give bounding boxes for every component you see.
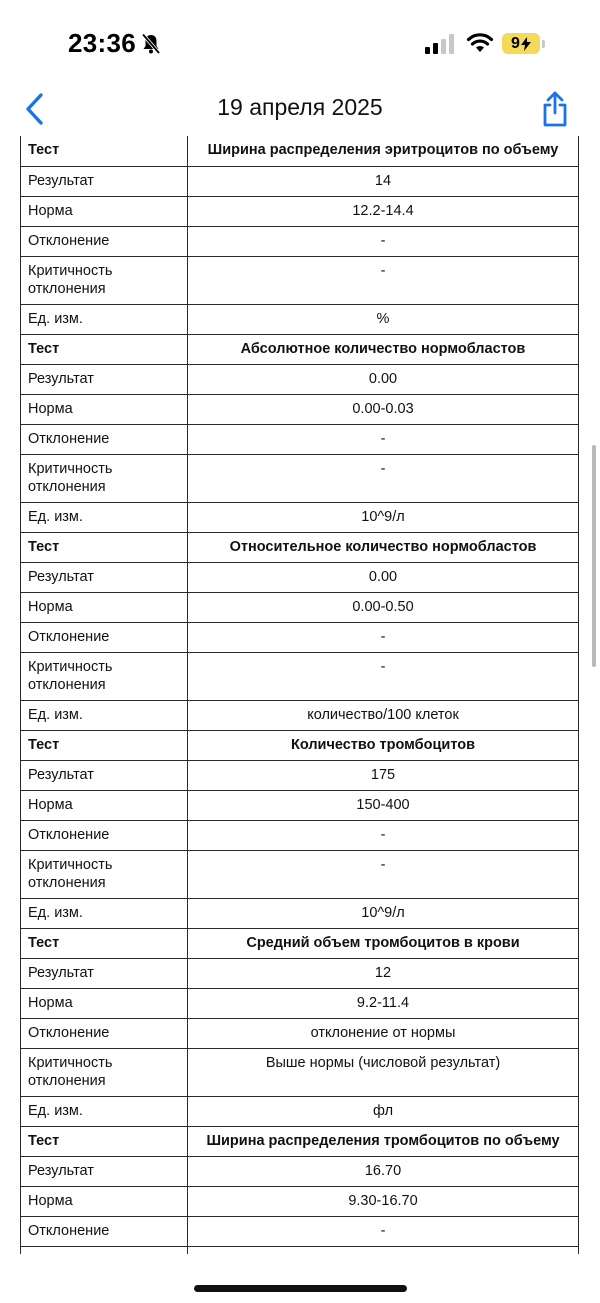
table-row xyxy=(21,304,579,334)
table-row xyxy=(21,790,579,820)
table-row xyxy=(21,820,579,850)
row-label: Критичность отклонения xyxy=(21,652,188,700)
row-label: Норма xyxy=(21,592,188,622)
table-row xyxy=(21,1018,579,1048)
row-value: отклонение от нормы xyxy=(188,1018,579,1048)
test-name: Средний объем тромбоцитов в крови xyxy=(188,928,579,958)
row-label: Отклонение xyxy=(21,622,188,652)
row-label: Критичность отклонения xyxy=(21,454,188,502)
row-value: 150-400 xyxy=(188,790,579,820)
scrollbar[interactable] xyxy=(592,445,596,667)
table-row xyxy=(21,166,579,196)
row-value: 14 xyxy=(188,166,579,196)
row-value: 0.00 xyxy=(188,562,579,592)
row-value: 9.30-16.70 xyxy=(188,1186,579,1216)
results-table-container[interactable] xyxy=(0,136,600,1254)
row-label: Критичность отклонения xyxy=(21,256,188,304)
share-icon[interactable] xyxy=(540,90,570,128)
test-header-row xyxy=(21,532,579,562)
table-row xyxy=(21,622,579,652)
test-name: Относительное количество нормобластов xyxy=(188,532,579,562)
table-row xyxy=(21,196,579,226)
table-row xyxy=(21,364,579,394)
battery-indicator xyxy=(502,33,540,54)
row-value: - xyxy=(188,850,579,898)
row-value: Выше нормы (числовой результат) xyxy=(188,1048,579,1096)
battery-tip xyxy=(542,40,545,48)
row-label: Критичность отклонения xyxy=(21,1048,188,1096)
row-label: Ед. изм. xyxy=(21,502,188,532)
row-label: Ед. изм. xyxy=(21,1096,188,1126)
test-label: Тест xyxy=(21,1126,188,1156)
wifi-icon xyxy=(466,32,494,54)
row-label: Результат xyxy=(21,760,188,790)
row-value xyxy=(188,1246,579,1254)
test-name: Количество тромбоцитов xyxy=(188,730,579,760)
row-label: Результат xyxy=(21,364,188,394)
table-row xyxy=(21,454,579,502)
row-label: Отклонение xyxy=(21,424,188,454)
row-value: - xyxy=(188,1216,579,1246)
row-label: Результат xyxy=(21,166,188,196)
test-label: Тест xyxy=(21,928,188,958)
charging-bolt-icon xyxy=(521,37,531,51)
table-row xyxy=(21,700,579,730)
row-label: Норма xyxy=(21,790,188,820)
row-value: % xyxy=(188,304,579,334)
table-row-partial xyxy=(21,1246,579,1254)
table-row xyxy=(21,652,579,700)
battery-level: 9 xyxy=(511,34,520,52)
test-label: Тест xyxy=(21,136,188,166)
cellular-signal-icon xyxy=(425,34,457,54)
test-name: Абсолютное количество нормобластов xyxy=(188,334,579,364)
row-value: 12.2-14.4 xyxy=(188,196,579,226)
row-label: Отклонение xyxy=(21,226,188,256)
row-label: Результат xyxy=(21,562,188,592)
row-value: 0.00-0.50 xyxy=(188,592,579,622)
table-row xyxy=(21,562,579,592)
test-header-row xyxy=(21,136,579,166)
row-value: 9.2-11.4 xyxy=(188,988,579,1018)
row-label: Отклонение xyxy=(21,1018,188,1048)
row-label: Критичность отклонения xyxy=(21,850,188,898)
row-value: - xyxy=(188,652,579,700)
table-row xyxy=(21,760,579,790)
row-label xyxy=(21,1246,188,1254)
row-label: Отклонение xyxy=(21,820,188,850)
row-value: фл xyxy=(188,1096,579,1126)
row-value: - xyxy=(188,226,579,256)
row-value: - xyxy=(188,424,579,454)
test-label: Тест xyxy=(21,730,188,760)
row-label: Результат xyxy=(21,958,188,988)
row-label: Норма xyxy=(21,988,188,1018)
row-label: Норма xyxy=(21,196,188,226)
test-header-row xyxy=(21,730,579,760)
row-value: 175 xyxy=(188,760,579,790)
row-label: Ед. изм. xyxy=(21,304,188,334)
row-value: - xyxy=(188,454,579,502)
test-header-row xyxy=(21,334,579,364)
table-row xyxy=(21,424,579,454)
row-label: Отклонение xyxy=(21,1216,188,1246)
row-label: Ед. изм. xyxy=(21,700,188,730)
bell-slash-icon xyxy=(141,33,161,55)
status-bar xyxy=(0,0,600,88)
table-row xyxy=(21,988,579,1018)
row-value: 10^9/л xyxy=(188,502,579,532)
row-label: Ед. изм. xyxy=(21,898,188,928)
test-label: Тест xyxy=(21,334,188,364)
row-value: 0.00 xyxy=(188,364,579,394)
table-row xyxy=(21,1048,579,1096)
table-row xyxy=(21,958,579,988)
row-value: 10^9/л xyxy=(188,898,579,928)
table-row xyxy=(21,898,579,928)
navigation-bar xyxy=(0,88,600,136)
row-value: - xyxy=(188,622,579,652)
status-time: 23:36 xyxy=(68,28,136,58)
page-title: 19 апреля 2025 xyxy=(217,94,383,120)
row-label: Норма xyxy=(21,394,188,424)
table-row xyxy=(21,256,579,304)
table-row xyxy=(21,850,579,898)
test-name: Ширина распределения эритроцитов по объему xyxy=(188,136,579,166)
test-label: Тест xyxy=(21,532,188,562)
row-value: количество/100 клеток xyxy=(188,700,579,730)
home-indicator[interactable] xyxy=(194,1285,407,1292)
table-row xyxy=(21,1186,579,1216)
table-row xyxy=(21,394,579,424)
results-table xyxy=(20,136,579,1254)
row-value: - xyxy=(188,256,579,304)
test-name: Ширина распределения тромбоцитов по объему xyxy=(188,1126,579,1156)
row-value: 0.00-0.03 xyxy=(188,394,579,424)
table-row xyxy=(21,1156,579,1186)
test-header-row xyxy=(21,928,579,958)
row-value: 12 xyxy=(188,958,579,988)
table-row xyxy=(21,1096,579,1126)
row-value: - xyxy=(188,820,579,850)
row-label: Результат xyxy=(21,1156,188,1186)
table-row xyxy=(21,1216,579,1246)
table-row xyxy=(21,502,579,532)
row-value: 16.70 xyxy=(188,1156,579,1186)
table-row xyxy=(21,592,579,622)
row-label: Норма xyxy=(21,1186,188,1216)
table-row xyxy=(21,226,579,256)
test-header-row xyxy=(21,1126,579,1156)
